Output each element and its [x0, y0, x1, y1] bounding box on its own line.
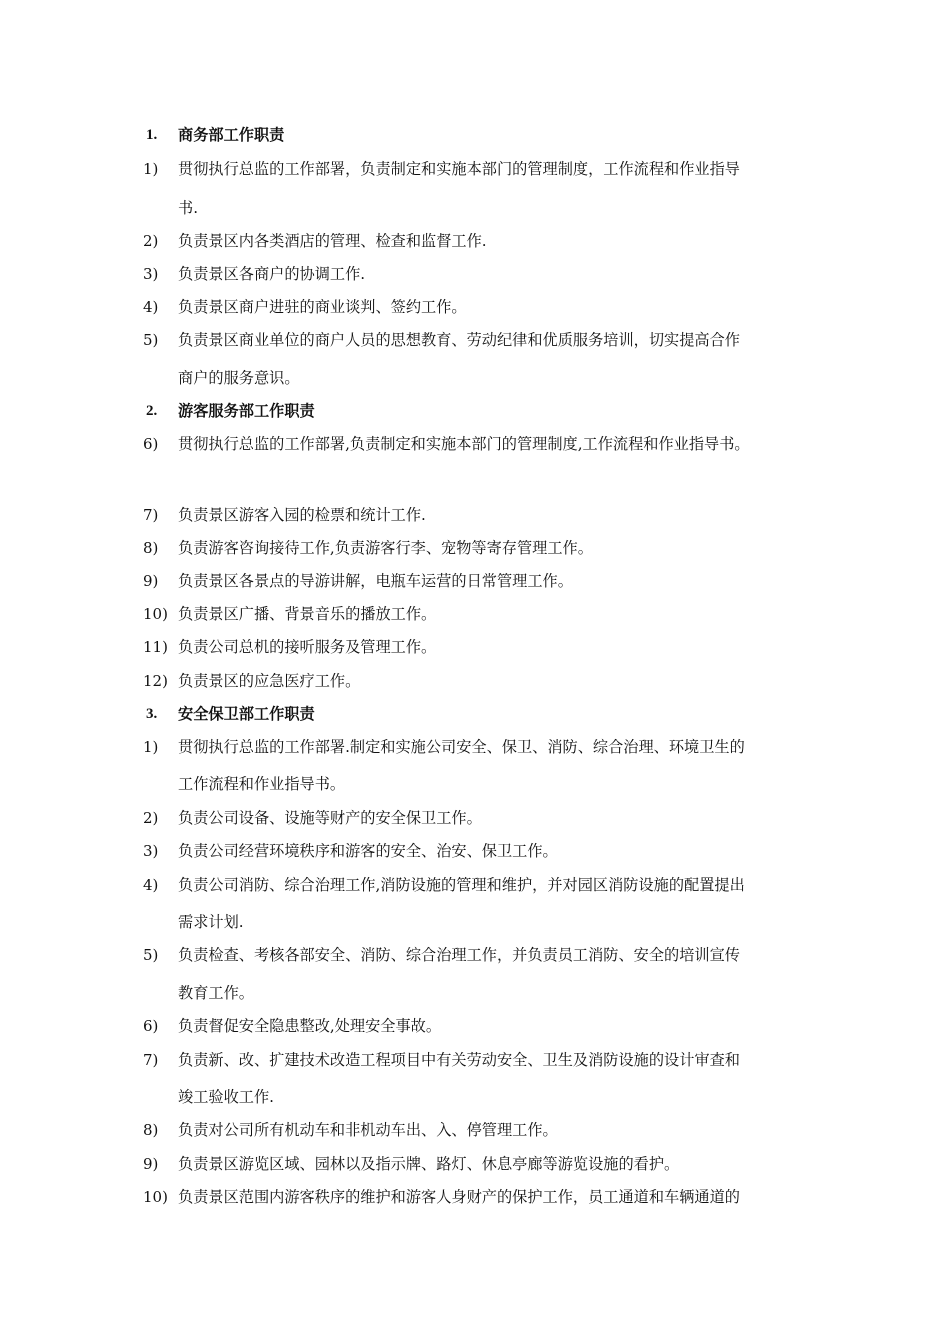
section-heading — [0, 118, 950, 152]
item-number: 2) — [143, 232, 159, 250]
item-number: 10) — [143, 1188, 168, 1206]
list-item — [0, 664, 950, 698]
item-text: 负责景区游览区域、园林以及指示牌、路灯、休息亭廊等游览设施的看护。 — [178, 1155, 680, 1173]
item-number: 9) — [143, 572, 159, 590]
item-number: 4) — [143, 298, 159, 316]
item-text: 负责景区各景点的导游讲解，电瓶车运营的日常管理工作。 — [178, 572, 573, 590]
list-item — [0, 801, 950, 835]
list-item — [0, 1009, 950, 1043]
list-item — [0, 834, 950, 868]
item-text: 教育工作。 — [178, 984, 254, 1002]
list-item-continuation — [0, 905, 950, 939]
list-item-continuation — [0, 976, 950, 1010]
item-text: 负责景区范围内游客秩序的维护和游客人身财产的保护工作，员工通道和车辆通道的 — [178, 1188, 740, 1206]
list-item-continuation — [0, 191, 950, 225]
item-text: 书. — [178, 199, 199, 217]
item-number: 1) — [143, 160, 159, 178]
item-text: 负责公司总机的接听服务及管理工作。 — [178, 638, 437, 656]
item-text: 负责景区商业单位的商户人员的思想教育、劳动纪律和优质服务培训，切实提高合作 — [178, 331, 740, 349]
item-number: 8) — [143, 539, 159, 557]
item-number: 6) — [143, 435, 159, 453]
item-number: 3) — [143, 842, 159, 860]
item-number: 2) — [143, 809, 159, 827]
item-text: 负责景区商户进驻的商业谈判、签约工作。 — [178, 298, 467, 316]
list-item — [0, 597, 950, 631]
item-text: 负责公司消防、综合治理工作,消防设施的管理和维护，并对园区消防设施的配置提出 — [178, 876, 745, 894]
item-number: 10) — [143, 605, 168, 623]
section-number: 3. — [146, 706, 158, 722]
item-text: 贯彻执行总监的工作部署,负责制定和实施本部门的管理制度,工作流程和作业指导书。 — [178, 435, 750, 453]
item-text: 负责景区广播、背景音乐的播放工作。 — [178, 605, 437, 623]
item-text: 负责景区内各类酒店的管理、检查和监督工作. — [178, 232, 487, 250]
item-text: 需求计划. — [178, 913, 244, 931]
list-item — [0, 290, 950, 324]
item-text: 商户的服务意识。 — [178, 369, 300, 387]
list-item — [0, 498, 950, 532]
section-number: 1. — [146, 127, 158, 143]
item-number: 5) — [143, 946, 159, 964]
item-text: 负责景区游客入园的检票和统计工作. — [178, 506, 426, 524]
item-text: 负责公司经营环境秩序和游客的安全、治安、保卫工作。 — [178, 842, 558, 860]
section-title: 游客服务部工作职责 — [178, 402, 315, 420]
list-item — [0, 1113, 950, 1147]
item-number: 5) — [143, 331, 159, 349]
list-item — [0, 938, 950, 972]
section-number: 2. — [146, 403, 158, 419]
list-item — [0, 257, 950, 291]
list-item — [0, 152, 950, 186]
section-title: 商务部工作职责 — [178, 126, 285, 144]
item-number: 1) — [143, 738, 159, 756]
list-item — [0, 1147, 950, 1181]
list-item — [0, 531, 950, 565]
item-number: 7) — [143, 1051, 159, 1069]
list-item — [0, 427, 950, 461]
list-item-continuation — [0, 767, 950, 801]
item-number: 3) — [143, 265, 159, 283]
list-item — [0, 224, 950, 258]
item-number: 9) — [143, 1155, 159, 1173]
section-heading — [0, 394, 950, 428]
item-text: 工作流程和作业指导书。 — [178, 775, 346, 793]
item-text: 负责公司设备、设施等财产的安全保卫工作。 — [178, 809, 482, 827]
item-number: 6) — [143, 1017, 159, 1035]
section-heading — [0, 697, 950, 731]
item-number: 7) — [143, 506, 159, 524]
list-item — [0, 730, 950, 764]
list-item — [0, 1180, 950, 1214]
item-number: 4) — [143, 876, 159, 894]
item-text: 负责景区各商户的协调工作. — [178, 265, 366, 283]
item-text: 负责景区的应急医疗工作。 — [178, 672, 361, 690]
list-item — [0, 564, 950, 598]
item-number: 11) — [143, 638, 168, 656]
section-title: 安全保卫部工作职责 — [178, 705, 315, 723]
item-number: 8) — [143, 1121, 159, 1139]
list-item — [0, 323, 950, 357]
item-text: 贯彻执行总监的工作部署.制定和实施公司安全、保卫、消防、综合治理、环境卫生的 — [178, 738, 745, 756]
item-text: 负责游客咨询接待工作,负责游客行李、宠物等寄存管理工作。 — [178, 539, 593, 557]
item-text: 负责对公司所有机动车和非机动车出、入、停管理工作。 — [178, 1121, 558, 1139]
list-item-continuation — [0, 361, 950, 395]
item-number: 12) — [143, 672, 168, 690]
item-text: 负责新、改、扩建技术改造工程项目中有关劳动安全、卫生及消防设施的设计审查和 — [178, 1051, 740, 1069]
item-text: 贯彻执行总监的工作部署，负责制定和实施本部门的管理制度，工作流程和作业指导 — [178, 160, 740, 178]
list-item — [0, 868, 950, 902]
list-item — [0, 630, 950, 664]
list-item — [0, 1043, 950, 1077]
item-text: 负责督促安全隐患整改,处理安全事故。 — [178, 1017, 442, 1035]
item-text: 负责检查、考核各部安全、消防、综合治理工作，并负责员工消防、安全的培训宣传 — [178, 946, 740, 964]
item-text: 竣工验收工作. — [178, 1088, 274, 1106]
list-item-continuation — [0, 1080, 950, 1114]
